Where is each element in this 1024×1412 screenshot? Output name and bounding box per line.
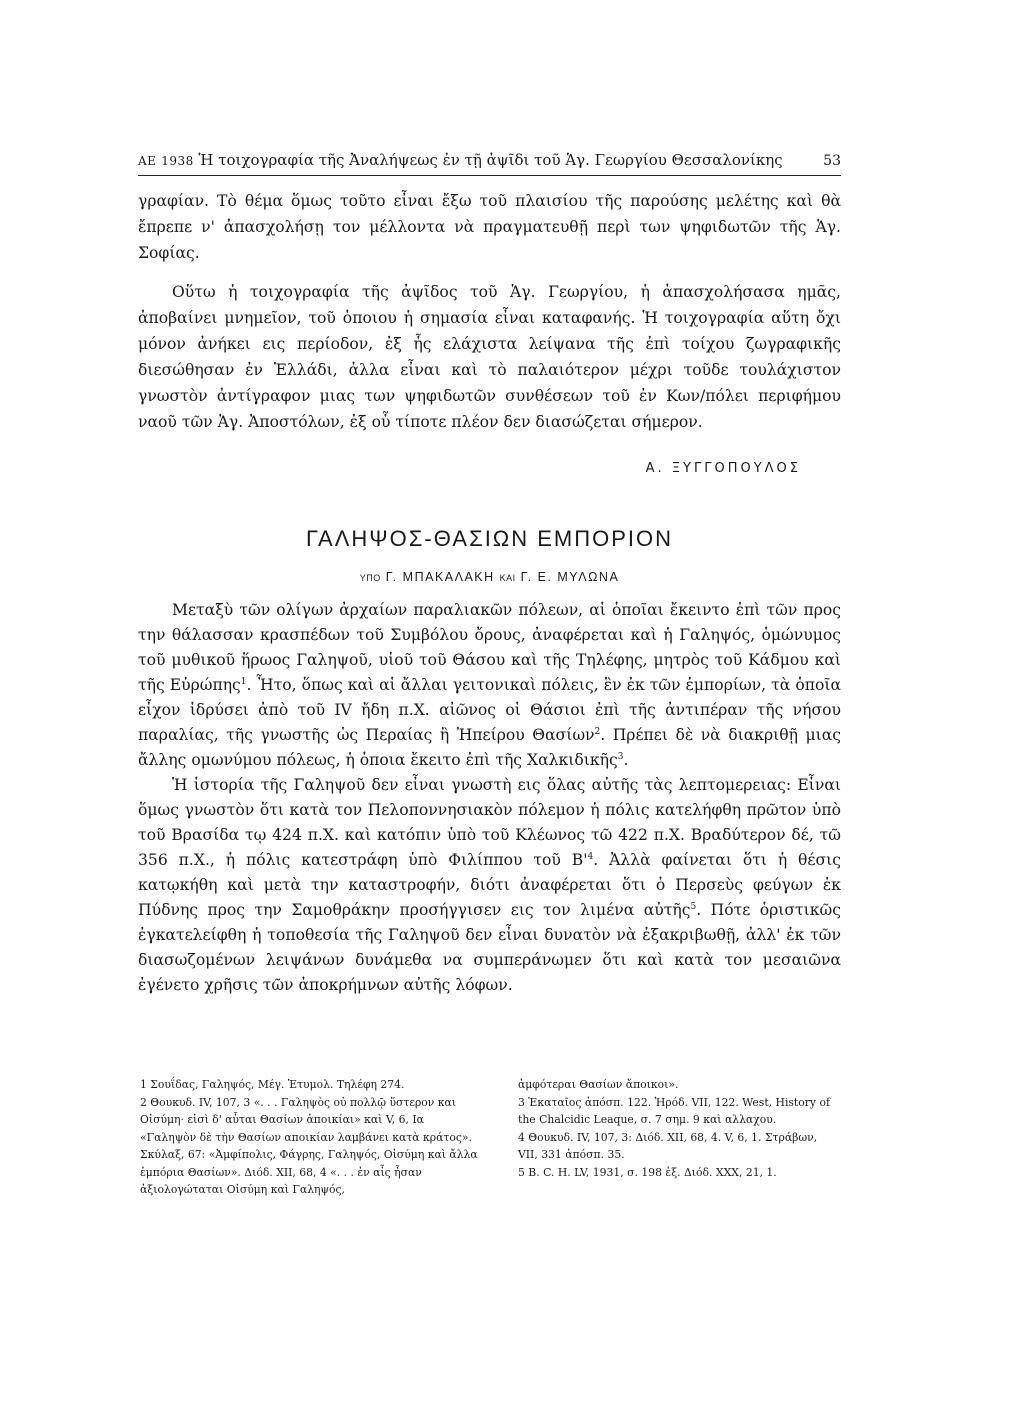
footnote-3: 3 Ἑκαταῖος ἀπόσπ. 122. Ἡρόδ. VII, 122. West, History of the Chalcidic Leaque, σ. 7 σημ. 9 καὶ αλλαχου. xyxy=(518,1095,830,1126)
text-run: . Ἀλλὰ φαίνεται ὅτι ἡ θέσις κατῳκήθη καὶ μετὰ την καταστροφήν, διότι ἀναφέρεται ὅτι ὁ Περσεὺς φεύγων ἐκ Πύδνης προς την Σαμοθράκην προσήγγισεν εις τον λιμένα αὐτῆς xyxy=(138,851,842,919)
text-run: Μεταξὺ τῶν ολίγων ἀρχαίων παραλιακῶν πόλεων, αἱ ὁποῖαι ἔκειντο ἐπὶ τῶν προς την θάλασσαν κρασπέδων τοῦ Συμβόλου ὄρους, ἀναφέρεται καὶ ἡ Γαληψός, ὁμώνυμος τοῦ μυθικοῦ ἥρωος Γαληψοῦ, υἱοῦ τοῦ Θάσου καὶ τῆς Τηλέφης, μητρὸς τοῦ Κάδμου καὶ τῆς Εὐρώπης xyxy=(138,601,841,694)
footnote-ref-4[interactable]: 4 xyxy=(587,851,594,862)
article-body xyxy=(138,598,841,998)
running-head-title: Ἡ τοιχογραφία τῆς Ἀναλήψεως ἐν τῇ ἀψῖδι τοῦ Ἁγ. Γεωργίου Θεσσαλονίκης xyxy=(198,151,783,169)
running-head-left xyxy=(138,150,783,171)
footnote-2: 2 Θουκυδ. IV, 107, 3 «. . . Γαληψὸς οὐ πολλῷ ὕστερον και Οἰσύμη· εἰσὶ δ' αὗται Θασίων ἀποικίαι» καὶ V, 6, Ια «Γαληψὸν δὲ τὴν Θασίων αποικίαν λαμβάνει κατὰ κράτος». Σκύλαξ, 67: «Ἀμφίπολις, Φάγρης, Γαληψός, Οἰσύμη καὶ ἄλλα ἐμπόρια Θασίων». Διόδ. XII, 68, 4 «. . . ἐν αἷς ἦσαν ἀξιολογώταται Οἰσύμη καὶ Γαληψός, xyxy=(140,1095,478,1196)
byline-author-2: Γ. Ε. ΜΥΛΩΝΑ xyxy=(520,570,620,584)
footnote-2-continued: ἀμφότεραι Θασίων ἄποικοι». xyxy=(518,1078,679,1091)
journal-abbrev: ΑΕ xyxy=(138,154,157,168)
byline-prefix: ΥΠΟ xyxy=(359,573,381,583)
footnote-ref-1[interactable]: 1 xyxy=(240,676,247,687)
byline-author-1: Γ. ΜΠΑΚΑΛΑΚΗ xyxy=(385,570,495,584)
text-run: . xyxy=(623,751,629,769)
author-signature: Α. ΞΥΓΓΟΠΟΥΛΟΣ xyxy=(645,461,801,476)
footnote-ref-5[interactable]: 5 xyxy=(690,901,697,912)
footnotes-right-column xyxy=(518,1076,840,1199)
article-paragraph-1 xyxy=(138,598,841,773)
footnote-ref-2[interactable]: 2 xyxy=(594,726,601,737)
footnotes xyxy=(140,1076,840,1199)
byline-and: ΚΑΙ xyxy=(499,573,516,583)
previous-article-paragraph-1: γραφίαν. Τὸ θέμα ὅμως τοῦτο εἶναι ἔξω τοῦ πλαισίου τῆς παρούσης μελέτης καὶ θὰ ἔπρεπε ν' ἀπασχολήσῃ τον μέλλοντα νὰ πραγματευθῇ περὶ των ψηφιδωτῶν τῆς Ἁγ. Σοφίας. xyxy=(138,192,841,262)
article-byline xyxy=(138,570,841,584)
text-run: . Πότε ὁριστικῶς ἐγκατελείφθη ἡ τοποθεσία τῆς Γαληψοῦ δεν εἶναι δυνατὸν νὰ ἐξακριβωθῇ, ἀλλ' ἐκ τῶν διασωζομένων λειψάνων δυνάμεθα να συμπεράνωμεν ὅτι καὶ κατὰ τον μεσαιῶνα ἐγένετο χρῆσις τῶν ἀποκρήμνων αὐτῆς λόφων. xyxy=(138,901,841,994)
article-paragraph-2 xyxy=(138,773,841,998)
footnote-ref-3[interactable]: 3 xyxy=(617,751,624,762)
page-number: 53 xyxy=(823,153,841,169)
text-run: . Πρέπει δὲ νὰ διακριθῇ μιας ἄλλης ομωνύμου πόλεως, ἡ ὁποια ἔκειτο ἐπὶ τῆς Χαλκιδικῆς xyxy=(138,726,841,769)
footnote-5: 5 B. C. H. LV, 1931, σ. 198 ἑξ. Διόδ. XXX, 21, 1. xyxy=(518,1165,777,1179)
running-head xyxy=(138,150,841,176)
text-run: Ἡ ἱστορία τῆς Γαληψοῦ δεν εἶναι γνωστὴ εις ὅλας αὐτῆς τὰς λεπτομερειας: Εἶναι ὅμως γνωστὸν ὅτι κατὰ τον Πελοποννησιακὸν πόλεμον ἡ πόλις κατελήφθη πρῶτον ὑπὸ τοῦ Βρασίδα τῳ 424 π.Χ. καὶ κατόπιν ὑπὸ τοῦ Κλέωνος τῶ 422 π.Χ. Βραδύτερον δέ, τῶ 356 π.Χ., ἡ πόλις κατεστράφη ὑπὸ Φιλίππου τοῦ Β' xyxy=(138,776,841,869)
article-title: ΓΑΛΗΨΟΣ-ΘΑΣΙΩΝ ΕΜΠΟΡΙΟΝ xyxy=(305,526,674,551)
text-run: . Ἦτο, ὅπως καὶ αἱ ἄλλαι γειτονικαὶ πόλεις, ἓν ἐκ τῶν ἐμπορίων, τὰ ὁποῖα εἶχον ἱδρύσει ἀπὸ τοῦ IV ἤδη π.Χ. αἰῶνος οἱ Θάσιοι ἐπὶ τῆς ἀντιπέραν τῆς νήσου παραλίας, τῆς γνωστῆς ὡς Περαίας ἢ Ἠπείρου Θασίων xyxy=(138,676,841,744)
journal-year: 1938 xyxy=(161,154,194,168)
footnote-4: 4 Θουκυδ. IV, 107, 3: Διόδ. XII, 68, 4. V, 6, 1. Στράβων, VII, 331 ἀπόσπ. 35. xyxy=(518,1130,818,1161)
footnote-1: 1 Σουΐδας, Γαληψός, Μέγ. Ἐτυμολ. Τηλέφη 274. xyxy=(140,1078,405,1091)
page-content xyxy=(138,150,841,998)
previous-article-paragraph-2: Οὕτω ἡ τοιχογραφία τῆς ἀψῖδος τοῦ Ἁγ. Γεωργίου, ἡ ἀπασχολήσασα ημᾶς, ἀποβαίνει μνημεῖον, τοῦ ὁποιου ἡ σημασία εἶναι καταφανής. Ἡ τοιχογραφία αὕτη ὄχι μόνον ἀνήκει εις περίοδον, ἐξ ἧς ελάχιστα λείψανα τῆς ἐπὶ τοίχου ζωγραφικῆς διεσώθησαν ἐν Ἑλλάδι, ἀλλα εἶναι καὶ τὸ παλαιότερον μέχρι τοῦδε τουλάχιστον γνωστὸν ἀντίγραφον μιας των ψηφιδωτῶν συνθέσεων τοῦ ἐν Κων/πόλει περιφήμου ναοῦ τῶν Ἁγ. Ἀποστόλων, ἐξ οὗ τίποτε πλέον δεν διασώζεται σήμερον. xyxy=(138,283,841,431)
footnotes-left-column xyxy=(140,1076,480,1199)
